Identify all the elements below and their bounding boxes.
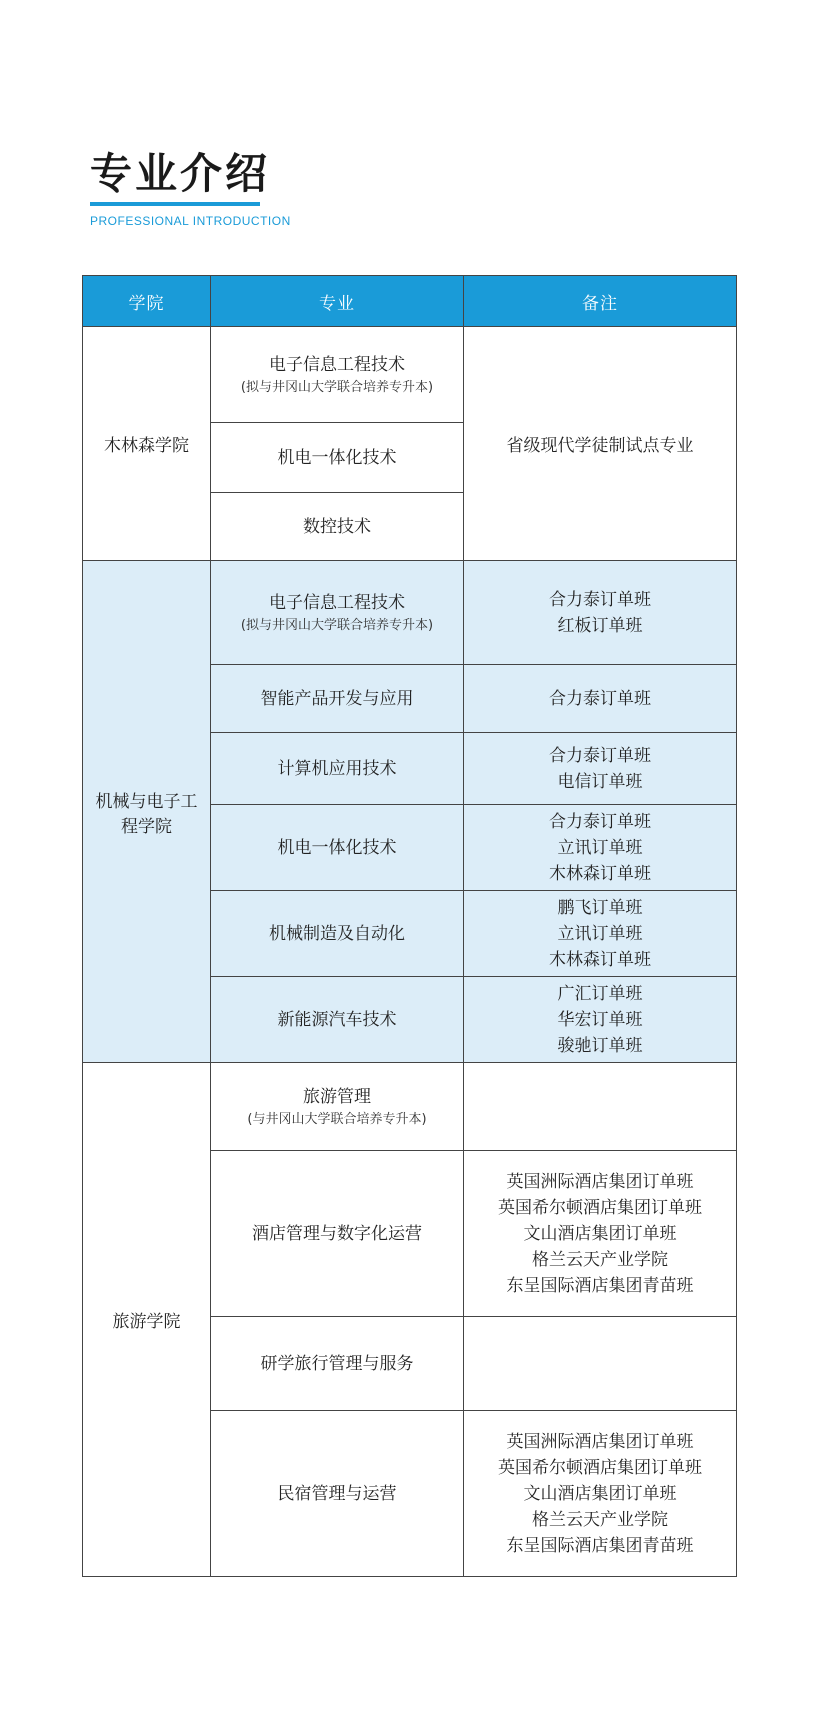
major-cell: [211, 1411, 464, 1577]
remark-line: 广汇订单班: [557, 983, 643, 1004]
major-cell: [211, 1063, 464, 1151]
remark-cell: [464, 733, 737, 805]
remark-cell: [464, 561, 737, 665]
remark-line: 合力泰订单班: [549, 745, 651, 766]
major-note: (拟与井冈山大学联合培养专升本): [240, 617, 434, 633]
remark-line: 东呈国际酒店集团青苗班: [506, 1275, 694, 1296]
remark-line: 格兰云天产业学院: [532, 1509, 668, 1530]
major-note: (拟与井冈山大学联合培养专升本): [240, 379, 434, 395]
remark-line: 立讯订单班: [557, 837, 643, 858]
major-cell: [211, 977, 464, 1063]
major-cell: [211, 733, 464, 805]
college-cell: 机械与电子工程学院: [83, 561, 211, 1063]
remark-line: 英国希尔顿酒店集团订单班: [498, 1197, 702, 1218]
remark-line: 东呈国际酒店集团青苗班: [506, 1535, 694, 1556]
major-name: 机电一体化技术: [277, 837, 397, 858]
title-underline: [90, 202, 260, 206]
major-cell: [211, 327, 464, 423]
majors-table: [82, 275, 737, 1577]
remark-cell: [464, 665, 737, 733]
remark-line: 格兰云天产业学院: [532, 1249, 668, 1270]
major-name: 计算机应用技术: [277, 758, 397, 779]
remark-line: 电信订单班: [557, 771, 643, 792]
major-name: 酒店管理与数字化运营: [252, 1223, 422, 1244]
remark-cell: 省级现代学徒制试点专业: [464, 327, 737, 561]
page-subtitle: PROFESSIONAL INTRODUCTION: [90, 214, 291, 228]
remark-cell: [464, 805, 737, 891]
major-name: 旅游管理: [303, 1086, 371, 1107]
major-name: 电子信息工程技术: [269, 592, 405, 613]
table-row: [83, 1063, 737, 1151]
major-name: 民宿管理与运营: [277, 1483, 397, 1504]
remark-cell: [464, 1411, 737, 1577]
major-note: (与井冈山大学联合培养专升本): [247, 1111, 427, 1127]
major-cell: [211, 423, 464, 493]
remark-line: 木林森订单班: [549, 863, 651, 884]
remark-cell: [464, 977, 737, 1063]
major-cell: [211, 805, 464, 891]
remark-line: 骏驰订单班: [557, 1035, 643, 1056]
remark-line: 合力泰订单班: [549, 688, 651, 709]
header-major: 专业: [211, 276, 464, 327]
major-name: 机电一体化技术: [277, 447, 397, 468]
remark-line: 文山酒店集团订单班: [523, 1483, 677, 1504]
remark-cell: [464, 1151, 737, 1317]
major-name: 数控技术: [303, 516, 371, 537]
remark-line: 英国希尔顿酒店集团订单班: [498, 1457, 702, 1478]
remark-line: 文山酒店集团订单班: [523, 1223, 677, 1244]
major-cell: [211, 493, 464, 561]
page-title: 专业介绍: [90, 149, 271, 198]
major-cell: [211, 891, 464, 977]
remark-cell: [464, 891, 737, 977]
remark-line: 华宏订单班: [557, 1009, 643, 1030]
college-cell: 木林森学院: [83, 327, 211, 561]
remark-line: 英国洲际酒店集团订单班: [506, 1431, 694, 1452]
remark-line: 鹏飞订单班: [557, 897, 643, 918]
table-row: [83, 327, 737, 423]
remark-line: 木林森订单班: [549, 949, 651, 970]
major-cell: [211, 1317, 464, 1411]
major-name: 新能源汽车技术: [277, 1009, 397, 1030]
major-cell: [211, 561, 464, 665]
section-heading: [90, 148, 291, 228]
remark-line: 红板订单班: [557, 615, 643, 636]
header-college: 学院: [83, 276, 211, 327]
major-cell: [211, 1151, 464, 1317]
remark-cell: [464, 1317, 737, 1411]
major-name: 机械制造及自动化: [269, 923, 405, 944]
college-cell: 旅游学院: [83, 1063, 211, 1577]
remark-line: 合力泰订单班: [549, 589, 651, 610]
major-name: 电子信息工程技术: [269, 354, 405, 375]
remark-line: 英国洲际酒店集团订单班: [506, 1171, 694, 1192]
header-remark: 备注: [464, 276, 737, 327]
major-name: 智能产品开发与应用: [260, 688, 414, 709]
table-header-row: [83, 276, 737, 327]
major-name: 研学旅行管理与服务: [260, 1353, 414, 1374]
table-row: [83, 561, 737, 665]
remark-line: 合力泰订单班: [549, 811, 651, 832]
remark-line: 立讯订单班: [557, 923, 643, 944]
major-cell: [211, 665, 464, 733]
remark-cell: [464, 1063, 737, 1151]
